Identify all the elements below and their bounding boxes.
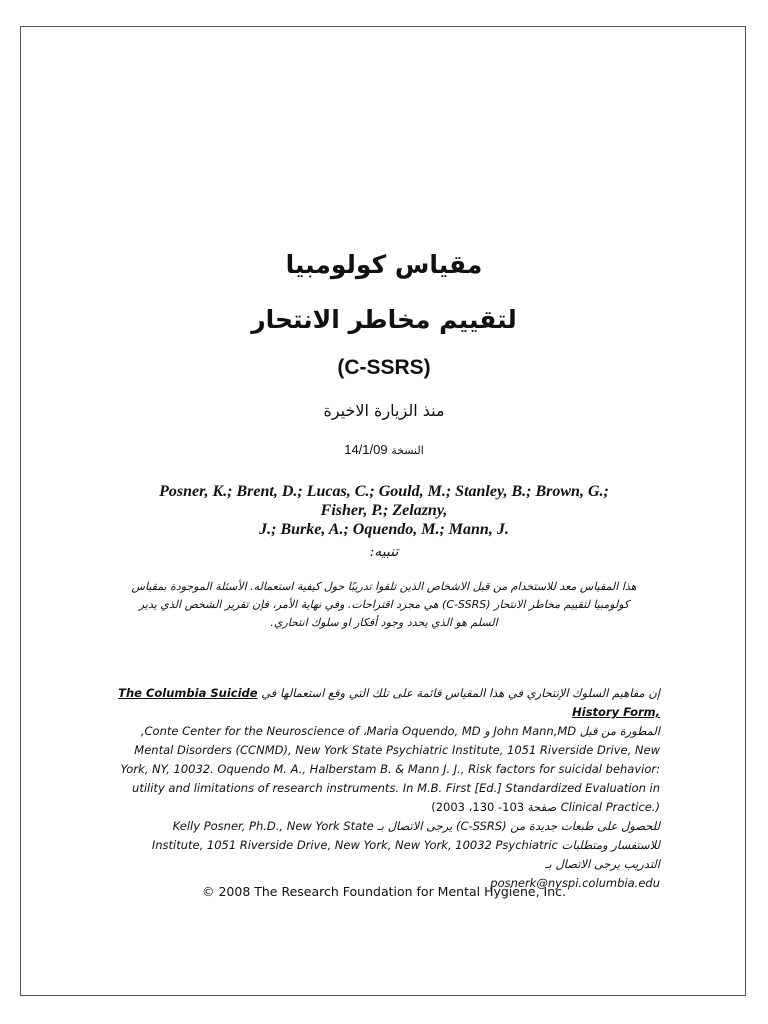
authors-line-1: Posner, K.; Brent, D.; Lucas, C.; Gould, M.; Stanley, B.; Brown, G.; xyxy=(159,483,609,500)
ref-clinical-practice: Clinical Practice.) xyxy=(560,800,660,814)
version-date: 14/1/09 xyxy=(344,442,388,457)
notice-line-3: السلم هو الذي يحدد وجود أفكار او سلوك انتحاري. xyxy=(270,616,498,629)
references-block xyxy=(108,684,660,893)
ref-line-2 xyxy=(108,703,660,722)
authors-line-3: J.; Burke, A.; Oquendo, M.; Mann, J. xyxy=(259,521,509,538)
ref-form-title: The Columbia Suicide xyxy=(118,686,258,700)
ref-form-title-cont: History Form, xyxy=(572,705,660,719)
ref-line-6: utility and limitations of research instruments. In M.B. First [Ed.] Standardized Evaluation in xyxy=(132,781,660,795)
ref-line-10: التدريب يرجى الاتصال بـ xyxy=(545,857,660,871)
version-line xyxy=(0,442,768,457)
ref-inquiries-arabic: للاستفسار ومتطلبات xyxy=(561,838,660,852)
ref-pages-arabic: صفحة 103- 130، 2003) xyxy=(431,800,557,814)
copyright: © 2008 The Research Foundation for Mental Hygiene, Inc. xyxy=(201,884,566,899)
notice-heading: تنبيه: xyxy=(369,544,399,560)
ref-developed-by: المطورة من قبل xyxy=(579,724,660,738)
ref-authors-conte: ,Conte Center for the Neuroscience of ،Maria Oquendo, MD و John Mann,MD xyxy=(140,724,577,738)
notice-line-2: كولومبيا لتقييم مخاطر الانتحار (C-SSRS) هي مجرد اقتراحات. وفي نهاية الأمر، فإن تقرير الشخص الذي يدير xyxy=(138,598,630,611)
authors-line-2: Fisher, P.; Zelazny, xyxy=(320,502,448,519)
subtitle: منذ الزيارة الاخيرة xyxy=(323,401,445,420)
title-line-1: مقياس كولومبيا xyxy=(285,250,483,279)
ref-contact-arabic: للحصول على طبعات جديدة من (C-SSRS) يرجى الاتصال بـ xyxy=(377,819,660,833)
ref-posner-name: Kelly Posner, Ph.D., New York State xyxy=(172,819,374,833)
notice-line-1: هذا المقياس معد للاستخدام من قبل الاشخاص الذين تلقوا تدريبًا حول كيفية استعماله. الأسئلة الموجودة بمقياس xyxy=(131,580,637,593)
title-line-2: لتقييم مخاطر الانتحار xyxy=(251,305,517,334)
ref-email: posnerk@nyspi.columbia.edu xyxy=(490,876,660,890)
ref-line-8 xyxy=(108,817,660,836)
ref-line-5: York, NY, 10032. Oquendo M. A., Halberstam B. & Mann J. J., Risk factors for suicidal behavior: xyxy=(120,762,660,776)
authors xyxy=(124,482,644,539)
ref-institute-address: Institute, 1051 Riverside Drive, New York, New York, 10032 Psychiatric xyxy=(151,838,558,852)
ref-intro-arabic: إن مفاهيم السلوك الإنتحاري في هذا المقياس قائمة على تلك التي وقع استعمالها في xyxy=(261,686,660,700)
ref-line-3 xyxy=(108,722,660,741)
notice-body xyxy=(110,578,658,632)
ref-line-1 xyxy=(108,684,660,703)
version-label: النسخة xyxy=(391,444,424,457)
ref-line-4: Mental Disorders (CCNMD), New York State Psychiatric Institute, 1051 Riverside Drive, New xyxy=(134,743,660,757)
title-acronym: (C-SSRS) xyxy=(337,356,431,379)
ref-line-7 xyxy=(108,798,660,817)
ref-line-9 xyxy=(108,836,660,855)
